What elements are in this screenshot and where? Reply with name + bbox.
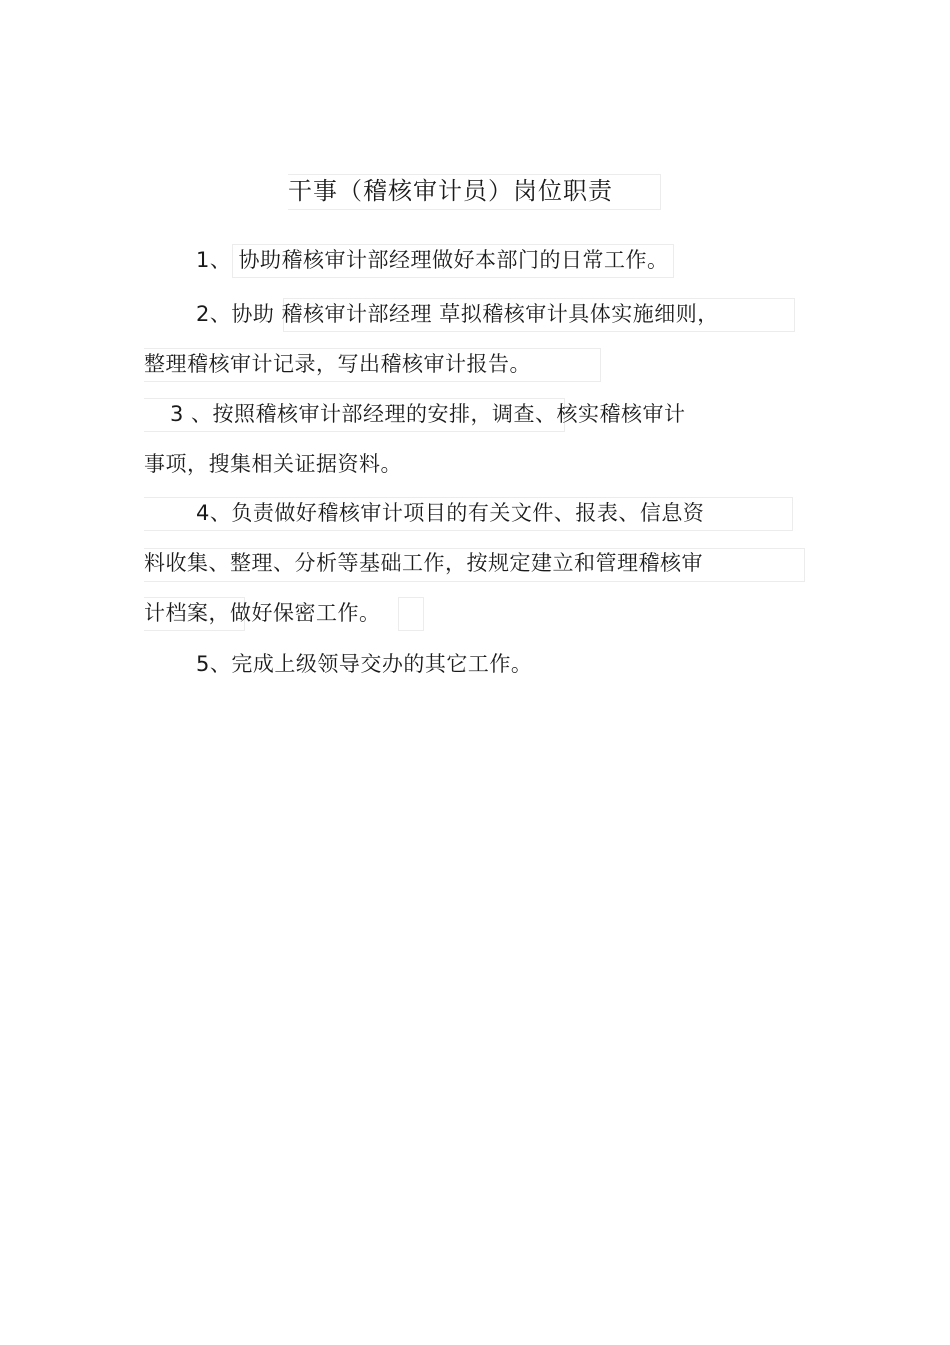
duty-line-4: 4、负责做好稽核审计项目的有关文件、报表、信息资 xyxy=(196,501,705,525)
scan-artifact-box xyxy=(398,597,424,631)
duty-line-4-cont: 料收集、整理、分析等基础工作，按规定建立和管理稽核审 xyxy=(144,551,703,575)
duty-line-3-cont: 事项，搜集相关证据资料。 xyxy=(144,452,402,476)
document-title: 干事（稽核审计员）岗位职责 xyxy=(288,177,613,205)
duty-line-3: 3 、按照稽核审计部经理的安排，调查、核实稽核审计 xyxy=(170,402,686,426)
duty-line-1: 1、 协助稽核审计部经理做好本部门的日常工作。 xyxy=(196,248,669,272)
duty-line-5: 5、完成上级领导交办的其它工作。 xyxy=(196,652,533,676)
duty-line-2: 2、协助 稽核审计部经理 草拟稽核审计具体实施细则， xyxy=(196,302,719,326)
duty-line-4-cont2: 计档案，做好保密工作。 xyxy=(144,601,381,625)
duty-line-2-cont: 整理稽核审计记录，写出稽核审计报告。 xyxy=(144,352,531,376)
